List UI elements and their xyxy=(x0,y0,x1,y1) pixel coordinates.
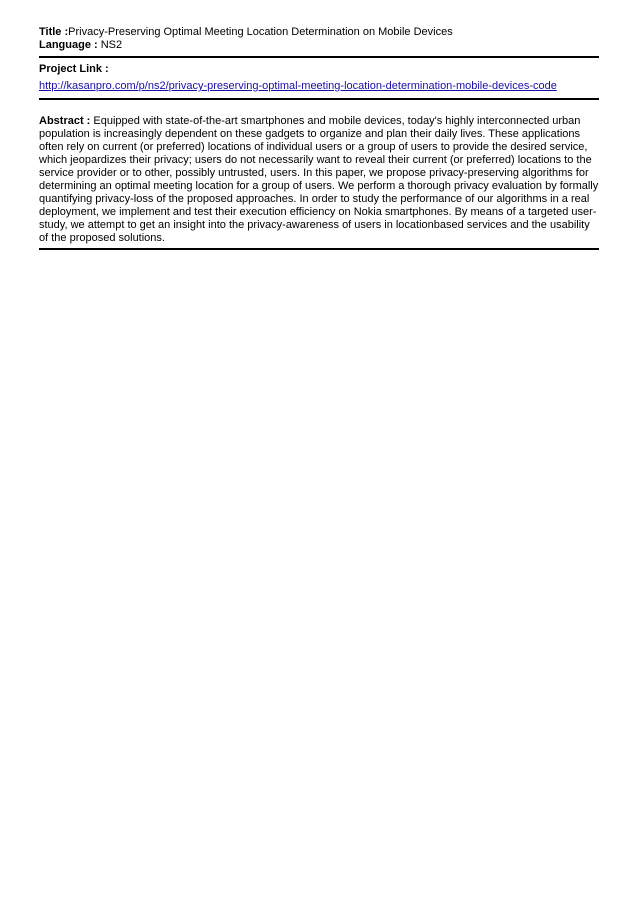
title-label: Title : xyxy=(39,26,69,38)
abstract-label: Abstract : xyxy=(39,115,91,127)
language-line xyxy=(39,39,599,52)
title-value: Privacy-Preserving Optimal Meeting Location Determination on Mobile Devices xyxy=(68,26,453,38)
language-value: NS2 xyxy=(97,39,123,51)
header-divider xyxy=(39,56,599,58)
abstract-paragraph xyxy=(39,115,601,245)
project-link[interactable]: http://kasanpro.com/p/ns2/privacy-preserving-optimal-meeting-location-determination-mobile-devices-code xyxy=(39,80,557,92)
language-label: Language : xyxy=(39,39,98,51)
abstract-divider xyxy=(39,248,599,250)
title-line xyxy=(39,26,599,39)
project-link-section xyxy=(39,63,599,94)
document-body xyxy=(39,26,599,250)
abstract-text: Equipped with state-of-the-art smartphones and mobile devices, today's highly interconnected urban population is increasingly dependent on these gadgets to organize and plan their daily lives. These applications often rely on current (or preferred) locations of individual users or a group of users to provide the desired service, which jeopardizes their privacy; users do not necessarily want to reveal their current (or preferred) locations to the service provider or to other, possibly untrusted, users. In this paper, we propose privacy-preserving algorithms for determining an optimal meeting location for a group of users. We perform a thorough privacy evaluation by formally quantifying privacy-loss of the proposed approaches. In order to study the performance of our algorithms in a real deployment, we implement and test their execution efficiency on Nokia smartphones. By means of a targeted user-study, we attempt to get an insight into the privacy-awareness of users in locationbased services and the usability of the proposed solutions. xyxy=(39,115,599,244)
project-link-label: Project Link : xyxy=(39,63,109,75)
link-divider xyxy=(39,98,599,100)
